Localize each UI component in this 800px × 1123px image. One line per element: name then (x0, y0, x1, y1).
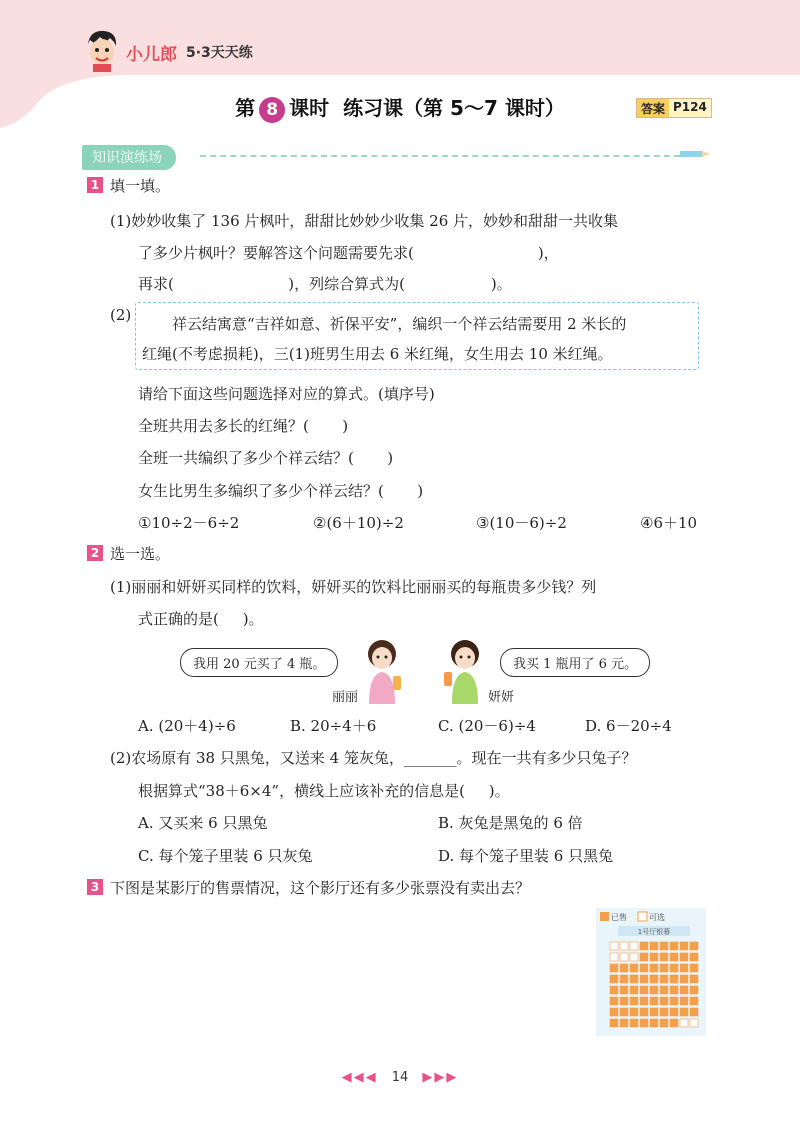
seat-sold (660, 953, 668, 961)
prev-arrows-icon: ◀◀◀ (341, 1070, 378, 1085)
seat-sold (670, 997, 678, 1005)
answer-reference[interactable] (636, 98, 712, 118)
seat-sold (650, 964, 658, 972)
seat-sold (660, 964, 668, 972)
seat-sold (650, 975, 658, 983)
section-divider (200, 155, 680, 157)
section-title: 知识演练场 (82, 145, 176, 170)
seat-sold (630, 975, 638, 983)
seat-sold (630, 997, 638, 1005)
q2-part1-line1: (1)丽丽和妍妍买同样的饮料，妍妍买的饮料比丽丽买的每瓶贵多少钱？列 (110, 578, 597, 596)
q2-part2-option-b: B. 灰兔是黑兔的 6 倍 (438, 814, 583, 832)
illustration-girls (180, 636, 680, 706)
seat-sold (630, 1008, 638, 1016)
name-lili: 丽丽 (332, 690, 359, 705)
seat-sold (680, 964, 688, 972)
seat-sold (690, 953, 698, 961)
seat-sold (670, 1008, 678, 1016)
seat-sold (640, 1008, 648, 1016)
q2-part2-option-a: A. 又买来 6 只黑兔 (138, 814, 268, 832)
seat-sold (670, 975, 678, 983)
seat-sold (660, 975, 668, 983)
seat-sold (610, 964, 618, 972)
q2-part2-line2: 根据算式“38＋6×4”，横线上应该补充的信息是( )。 (138, 782, 510, 800)
q2-part2-line1: (2)农场原有 38 只黑兔，又送来 4 笼灰兔，_______。现在一共有多少只兔子？ (110, 749, 637, 767)
q1-part2-question-c: 女生比男生多编织了多少个祥云结？( ) (138, 482, 424, 500)
seat-available (690, 1019, 698, 1027)
speech-bubble-right: 我买 1 瓶用了 6 元。 (500, 648, 650, 677)
seat-sold (650, 1019, 658, 1027)
lesson-number-badge: 8 (259, 97, 285, 123)
formula-option-2: ②(6＋10)÷2 (313, 514, 404, 532)
q1-part1-line2: 了多少片枫叶？要解答这个问题需要先求( )， (138, 244, 559, 262)
seat-sold (650, 1008, 658, 1016)
q1-part2-number: (2) (110, 306, 132, 324)
q1-part1-line1: (1)妙妙收集了 136 片枫叶，甜甜比妙妙少收集 26 片，妙妙和甜甜一共收集 (110, 212, 619, 230)
mascot-icon (84, 28, 120, 72)
q1-part1-line3: 再求( )，列综合算式为( )。 (138, 275, 512, 293)
q2-part1-option-c: C. (20－6)÷4 (438, 717, 536, 735)
section-header (82, 145, 176, 170)
seat-sold (660, 942, 668, 950)
seat-sold (620, 1008, 628, 1016)
question-2-label: 选一选。 (110, 545, 171, 563)
legend-available-swatch (638, 912, 647, 921)
seat-sold (620, 986, 628, 994)
seat-sold (690, 997, 698, 1005)
q1-part2-question-a: 全班共用去多长的红绳？( ) (138, 417, 349, 435)
seat-sold (610, 975, 618, 983)
seat-sold (670, 964, 678, 972)
seat-sold (680, 953, 688, 961)
seat-sold (650, 986, 658, 994)
seat-sold (690, 986, 698, 994)
q2-part1-option-b: B. 20÷4＋6 (290, 717, 377, 735)
seat-sold (640, 1019, 648, 1027)
seat-sold (650, 997, 658, 1005)
seat-sold (690, 964, 698, 972)
page-footer (0, 1070, 800, 1085)
series-name: 5·3天天练 (186, 45, 253, 61)
name-yanyan: 妍妍 (488, 690, 515, 705)
q2-part1-option-a: A. (20＋4)÷6 (138, 717, 236, 735)
seat-sold (620, 964, 628, 972)
q2-part2-option-d: D. 每个笼子里装 6 只黑兔 (438, 847, 614, 865)
seat-available (630, 953, 638, 961)
q1-part2-instruction: 请给下面这些问题选择对应的算式。(填序号) (138, 385, 435, 403)
seat-sold (630, 964, 638, 972)
legend-available-text: 可选 (649, 913, 665, 922)
answer-page: P124 (669, 99, 711, 117)
next-arrows-icon: ▶▶▶ (422, 1070, 459, 1085)
legend-sold-text: 已售 (611, 913, 627, 922)
seat-sold (660, 986, 668, 994)
seat-sold (610, 1008, 618, 1016)
seat-sold (640, 942, 648, 950)
seat-sold (650, 942, 658, 950)
story-line1: 祥云结寓意“吉祥如意、祈保平安”，编织一个祥云结需要用 2 米长的 (172, 315, 627, 333)
seat-sold (680, 942, 688, 950)
seat-sold (640, 975, 648, 983)
seat-available (610, 953, 618, 961)
seat-sold (630, 986, 638, 994)
speech-bubble-left: 我用 20 元买了 4 瓶。 (180, 648, 338, 677)
question-3-text: 下图是某影厅的售票情况，这个影厅还有多少张票没有卖出去？ (110, 879, 531, 897)
page-number: 14 (391, 1070, 409, 1085)
formula-option-1: ①10÷2－6÷2 (138, 514, 240, 532)
seat-available (630, 942, 638, 950)
screen-label: 1号厅银幕 (637, 928, 671, 936)
girl-yanyan-illustration (438, 636, 493, 704)
q1-part2-question-b: 全班一共编织了多少个祥云结？( ) (138, 449, 394, 467)
q2-part1-line2: 式正确的是( )。 (138, 610, 264, 628)
seat-available (610, 942, 618, 950)
seat-available (620, 942, 628, 950)
question-number-2: 2 (87, 545, 103, 561)
seat-sold (680, 975, 688, 983)
seat-map-graphic (596, 908, 706, 1036)
girl-lili-illustration (355, 636, 410, 704)
question-1-label: 填一填。 (110, 177, 171, 195)
seat-sold (610, 1019, 618, 1027)
seat-sold (650, 953, 658, 961)
seat-sold (670, 986, 678, 994)
seat-sold (610, 997, 618, 1005)
seat-sold (680, 1008, 688, 1016)
seat-sold (620, 975, 628, 983)
seat-sold (640, 997, 648, 1005)
seat-sold (640, 986, 648, 994)
q2-part2-option-c: C. 每个笼子里装 6 只灰兔 (138, 847, 313, 865)
cinema-seat-map (596, 908, 706, 1036)
title-prefix: 第 (235, 96, 256, 120)
brand-logo: 小儿郎 (126, 45, 177, 65)
formula-option-4: ④6＋10 (640, 514, 698, 532)
seat-sold (640, 964, 648, 972)
pencil-icon (680, 148, 710, 160)
seat-sold (690, 1008, 698, 1016)
seat-sold (660, 1008, 668, 1016)
legend-sold-swatch (600, 912, 609, 921)
story-line2: 红绳(不考虑损耗)，三(1)班男生用去 6 米红绳，女生用去 10 米红绳。 (142, 345, 613, 363)
seat-sold (670, 953, 678, 961)
question-number-3: 3 (87, 879, 103, 895)
seat-sold (670, 942, 678, 950)
seat-sold (670, 1019, 678, 1027)
seat-available (620, 953, 628, 961)
seat-available (680, 1019, 688, 1027)
seat-sold (680, 997, 688, 1005)
question-number-1: 1 (87, 177, 103, 193)
seat-sold (680, 986, 688, 994)
answer-label: 答案 (637, 99, 669, 117)
seat-sold (660, 1019, 668, 1027)
seat-sold (690, 942, 698, 950)
formula-option-3: ③(10－6)÷2 (476, 514, 567, 532)
seat-sold (620, 1019, 628, 1027)
seat-sold (640, 953, 648, 961)
q2-part1-option-d: D. 6－20÷4 (585, 717, 672, 735)
seat-sold (660, 997, 668, 1005)
seat-sold (630, 1019, 638, 1027)
seat-sold (690, 975, 698, 983)
seat-sold (620, 997, 628, 1005)
title-suffix: 课时 练习课（第 5～7 课时） (289, 96, 565, 120)
seat-sold (610, 986, 618, 994)
